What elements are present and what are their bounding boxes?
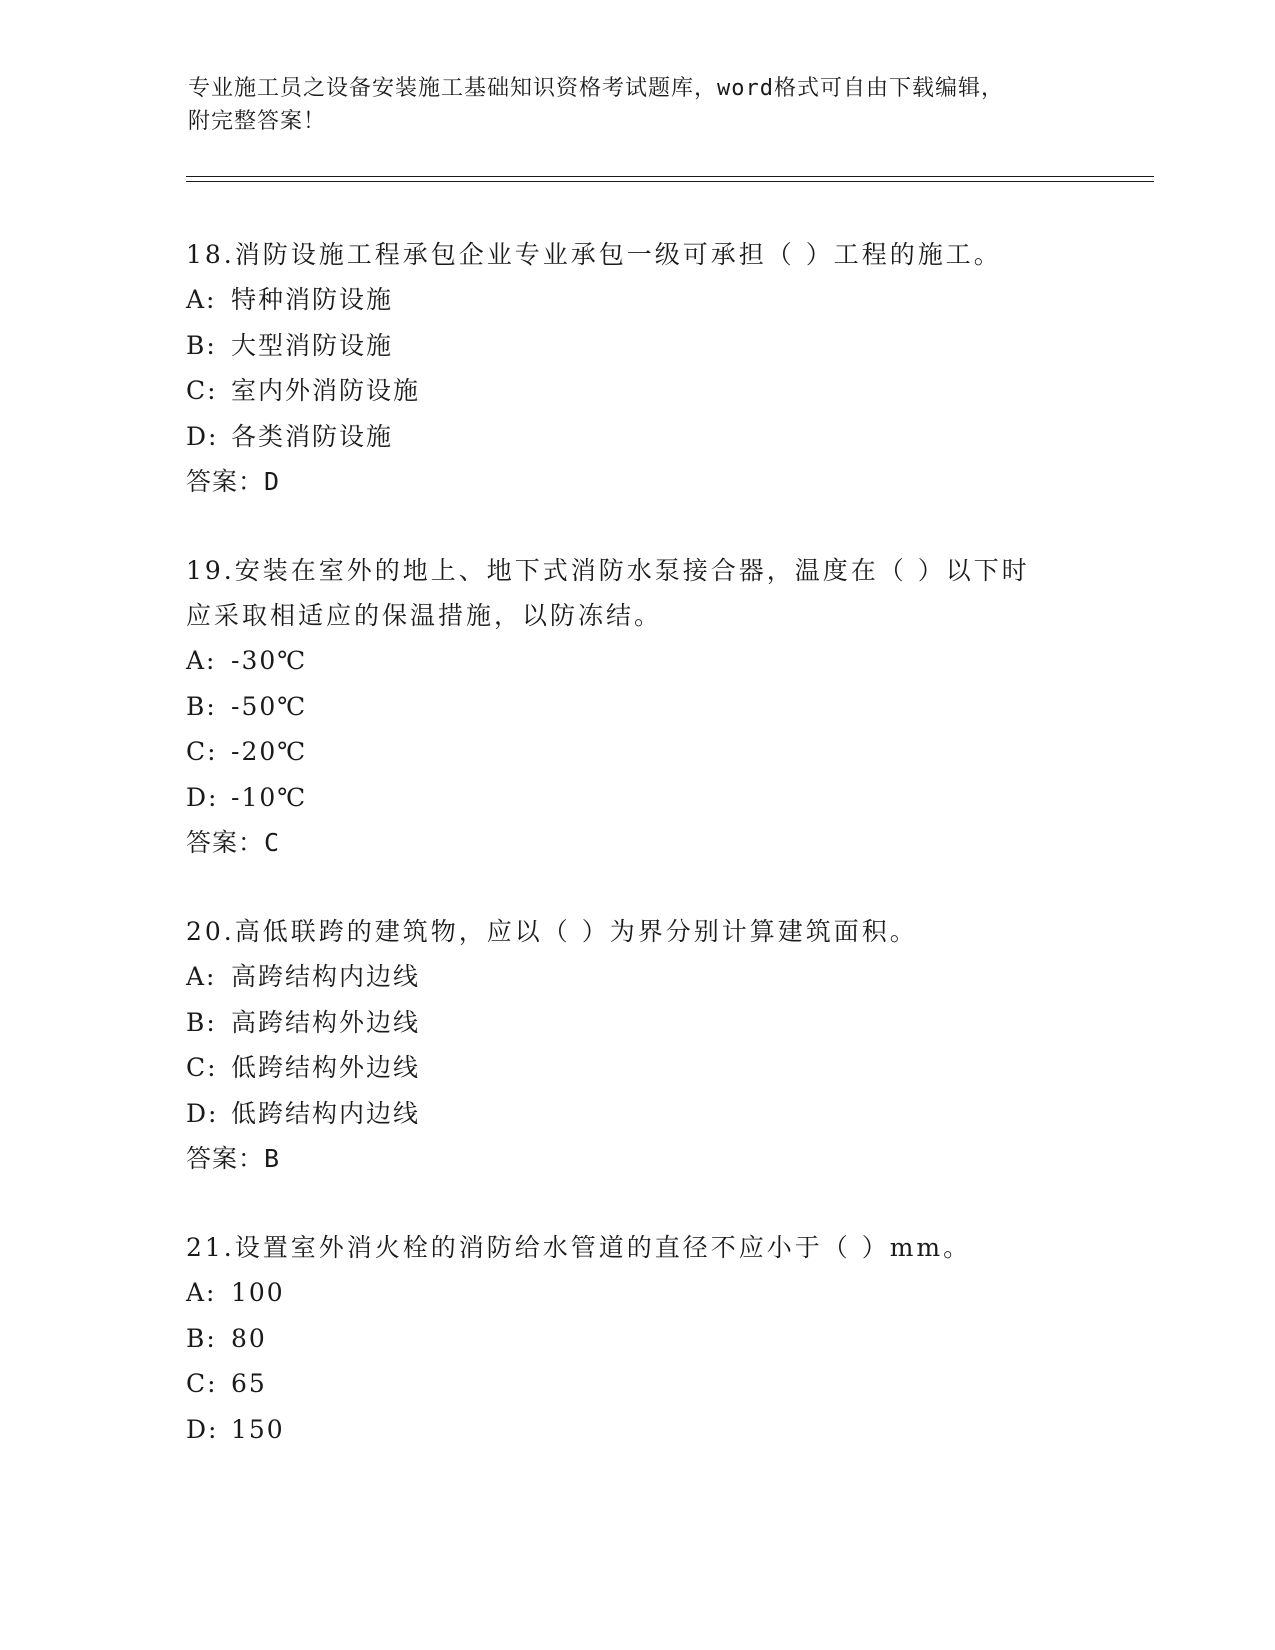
option-letter: B: xyxy=(186,691,217,721)
header-line-2: 附完整答案！ xyxy=(188,109,327,134)
option-text: 高跨结构内边线 xyxy=(231,962,421,991)
question-18 xyxy=(186,232,1086,504)
option-c xyxy=(186,729,1086,775)
option-text: 低跨结构外边线 xyxy=(231,1053,421,1082)
option-c xyxy=(186,1045,1086,1091)
question-stem: 18.消防设施工程承包企业专业承包一级可承担（ ）工程的施工。 xyxy=(186,240,1002,269)
option-text: 高跨结构外边线 xyxy=(231,1007,421,1037)
option-letter: C: xyxy=(186,1369,218,1398)
option-text: -10℃ xyxy=(231,782,308,812)
option-text: 65 xyxy=(231,1369,267,1398)
option-text: 特种消防设施 xyxy=(231,285,394,314)
option-text: 各类消防设施 xyxy=(231,421,394,451)
header-divider-top xyxy=(186,176,1154,177)
option-a xyxy=(186,954,1086,1000)
option-letter: B: xyxy=(186,1323,217,1353)
answer-line: 答案：C xyxy=(186,828,281,857)
question-list xyxy=(186,232,1086,1496)
option-a xyxy=(186,638,1086,684)
header-divider-bottom xyxy=(186,181,1154,182)
option-text: 80 xyxy=(231,1323,267,1353)
option-letter: D: xyxy=(186,1098,219,1128)
option-a xyxy=(186,1270,1086,1316)
answer-line: 答案：D xyxy=(186,467,281,496)
option-letter: D: xyxy=(186,421,219,451)
option-letter: C: xyxy=(186,376,218,405)
option-letter: A: xyxy=(186,285,217,314)
option-b xyxy=(186,323,1086,369)
option-letter: A: xyxy=(186,646,217,675)
option-letter: A: xyxy=(186,962,217,991)
option-letter: D: xyxy=(186,782,219,812)
question-stem: 21.设置室外消火栓的消防给水管道的直径不应小于（ ）mm。 xyxy=(186,1233,972,1262)
option-d xyxy=(186,775,1086,821)
document-header xyxy=(188,72,1088,138)
question-20 xyxy=(186,909,1086,1181)
option-letter: A: xyxy=(186,1278,217,1307)
option-text: 大型消防设施 xyxy=(231,330,394,360)
option-text: 低跨结构内边线 xyxy=(231,1098,421,1128)
answer-line: 答案：B xyxy=(186,1144,281,1173)
option-text: -20℃ xyxy=(231,737,308,766)
header-line-1: 专业施工员之设备安装施工基础知识资格考试题库，word格式可自由下载编辑， xyxy=(188,76,1004,101)
option-letter: B: xyxy=(186,330,217,360)
option-d xyxy=(186,414,1086,460)
option-text: -50℃ xyxy=(231,691,308,721)
question-19 xyxy=(186,548,1086,865)
question-stem: 19.安装在室外的地上、地下式消防水泵接合器，温度在（ ）以下时 xyxy=(186,556,1030,585)
option-letter: B: xyxy=(186,1007,217,1037)
option-a xyxy=(186,277,1086,323)
option-text: 150 xyxy=(231,1414,285,1444)
option-b xyxy=(186,1000,1086,1046)
option-text: -30℃ xyxy=(231,646,308,675)
question-21 xyxy=(186,1225,1086,1452)
option-letter: C: xyxy=(186,1053,218,1082)
option-d xyxy=(186,1407,1086,1453)
question-stem: 20.高低联跨的建筑物，应以（ ）为界分别计算建筑面积。 xyxy=(186,917,918,946)
option-c xyxy=(186,1361,1086,1407)
option-text: 室内外消防设施 xyxy=(231,376,421,405)
option-letter: D: xyxy=(186,1414,219,1444)
question-stem-continued: 应采取相适应的保温措施，以防冻结。 xyxy=(186,601,663,630)
option-text: 100 xyxy=(231,1278,285,1307)
option-d xyxy=(186,1091,1086,1137)
option-c xyxy=(186,368,1086,414)
option-b xyxy=(186,1316,1086,1362)
option-b xyxy=(186,684,1086,730)
option-letter: C: xyxy=(186,737,218,766)
